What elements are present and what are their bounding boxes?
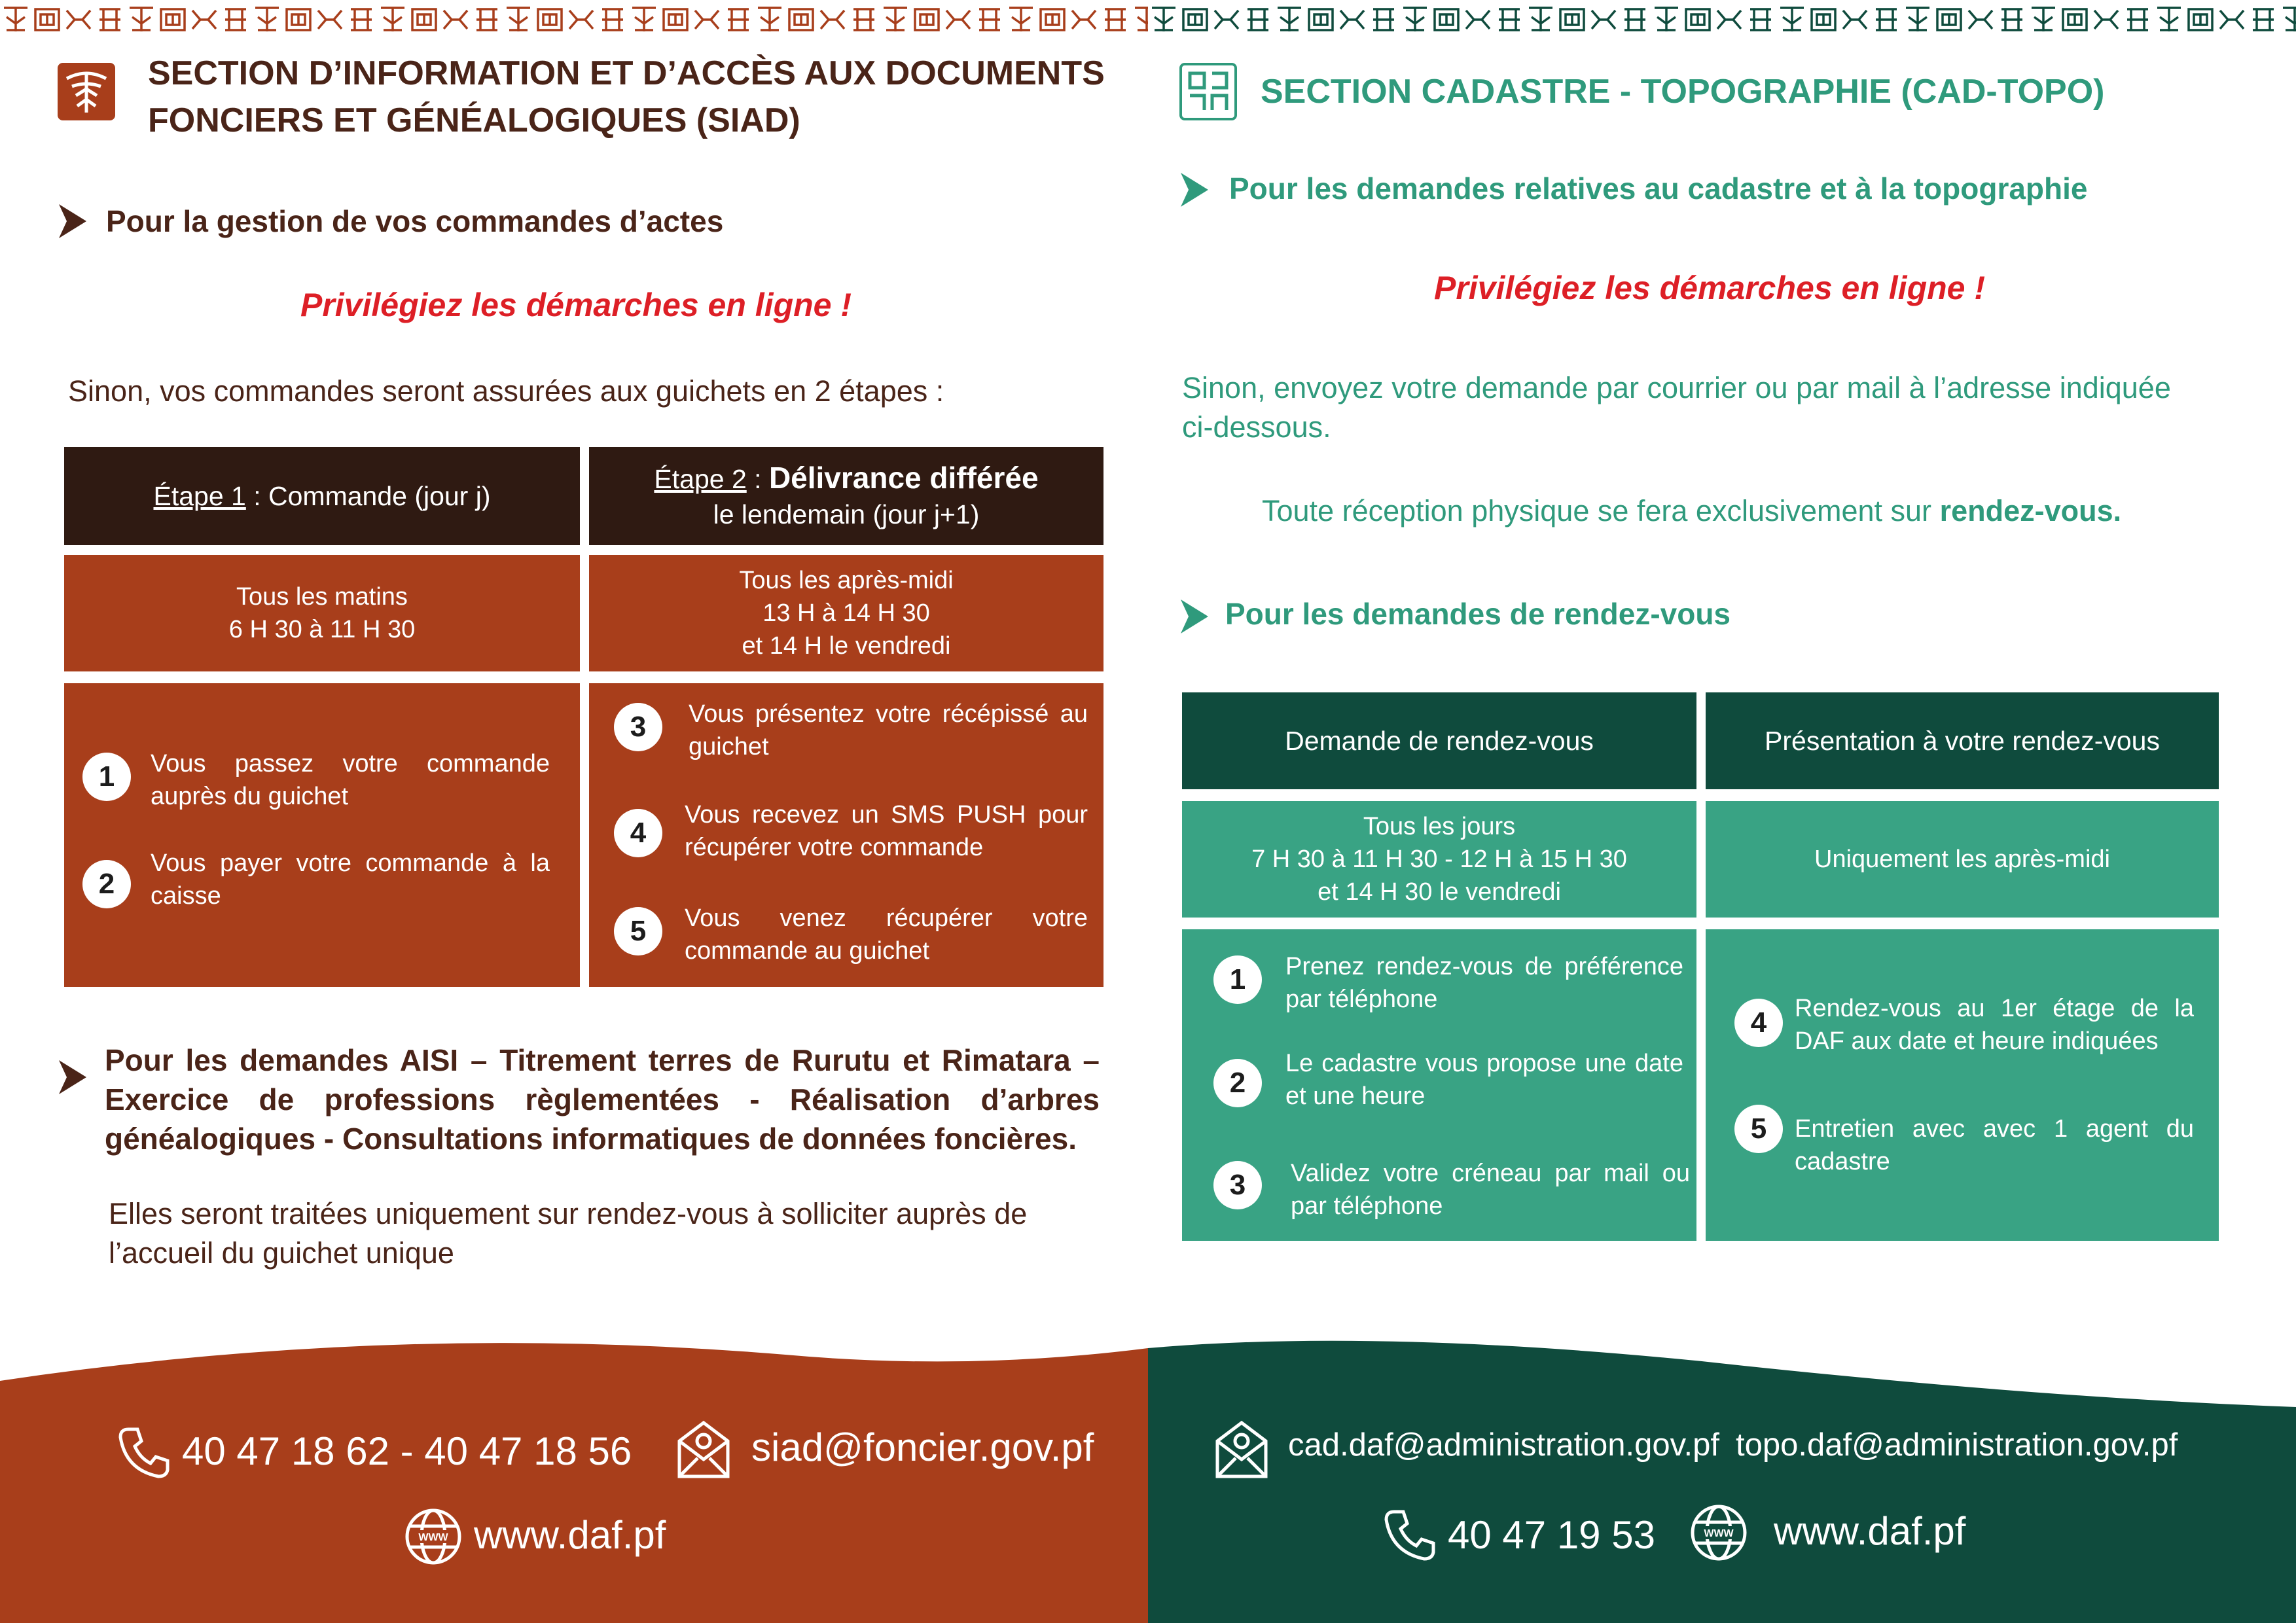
step2-sep: :	[746, 464, 769, 494]
aisi-line2: Exercice de professions règlementées - Réalisation d’arbres	[105, 1082, 1100, 1116]
cad-topo-logo	[1179, 63, 1237, 120]
pattern-motif	[1305, 4, 1336, 35]
cad-web[interactable]: www.daf.pf	[1774, 1509, 1966, 1553]
pattern-motif	[1368, 4, 1399, 35]
step-number: 2	[1213, 1059, 1262, 1107]
pattern-motif	[1005, 4, 1037, 35]
pattern-motif	[220, 4, 251, 35]
pattern-motif	[2248, 4, 2279, 35]
step2-time-line1: Tous les après-midi	[739, 567, 954, 594]
pattern-motif	[911, 4, 942, 35]
pattern-motif	[880, 4, 911, 35]
siad-step-3: Vous présentez votre récépissé au guichet	[689, 700, 1088, 760]
reception-text: Toute réception physique se fera exclusivement sur	[1262, 494, 1940, 527]
pattern-motif	[1037, 4, 1068, 35]
aisi-heading	[105, 1041, 1100, 1158]
pattern-motif	[2185, 4, 2216, 35]
pattern-motif	[1808, 4, 1839, 35]
pattern-motif	[1131, 4, 1148, 35]
pattern-motif	[1462, 4, 1494, 35]
pattern-motif	[565, 4, 597, 35]
pattern-motif	[408, 4, 440, 35]
cad-step-5: Entretien avec avec 1 agent du cadastre	[1795, 1115, 2194, 1175]
step-number: 4	[614, 809, 662, 857]
cad-col1-time	[1182, 801, 1696, 918]
pattern-motif	[1713, 4, 1745, 35]
pattern-motif	[597, 4, 628, 35]
pattern-motif	[2279, 4, 2296, 35]
pattern-motif	[1933, 4, 1965, 35]
siad-step-1: Vous passez votre commande auprès du guichet	[151, 750, 550, 810]
pattern-motif	[377, 4, 408, 35]
siad-logo	[58, 63, 115, 120]
pattern-motif	[471, 4, 503, 35]
reception-bold: rendez-vous.	[1939, 494, 2122, 527]
footer-background	[0, 1335, 2296, 1623]
cad-col2-time	[1706, 801, 2219, 918]
pattern-motif	[1619, 4, 1651, 35]
pattern-motif	[157, 4, 188, 35]
svg-text:WWW: WWW	[418, 1532, 448, 1543]
globe-www-icon	[403, 1507, 463, 1567]
pattern-motif	[2028, 4, 2059, 35]
globe-www-icon	[1689, 1503, 1749, 1563]
decorative-border-left	[0, 4, 1148, 35]
pattern-motif	[942, 4, 974, 35]
cad-demandes-heading: Pour les demandes relatives au cadastre et à la topographie	[1229, 171, 2088, 205]
step-number: 1	[82, 753, 131, 801]
cad-sinon-line1: Sinon, envoyez votre demande par courrier ou par mail à l’adresse indiquée	[1182, 371, 2171, 404]
siad-steps-left	[64, 683, 580, 987]
pattern-motif	[1996, 4, 2028, 35]
pattern-motif	[1839, 4, 1871, 35]
col1-header-text: Demande de rendez-vous	[1285, 726, 1594, 756]
step-number: 2	[82, 860, 131, 908]
pattern-motif	[1179, 4, 1211, 35]
pattern-motif	[2090, 4, 2122, 35]
col1-time-line1: Tous les jours	[1363, 813, 1516, 840]
cad-col1-header	[1182, 692, 1696, 789]
cad-step-1: Prenez rendez-vous de préférence par téléphone	[1285, 953, 1683, 1013]
pattern-motif	[2153, 4, 2185, 35]
pattern-motif	[126, 4, 157, 35]
pattern-motif	[785, 4, 817, 35]
chevron-right-icon	[58, 1059, 88, 1096]
pattern-motif	[2122, 4, 2153, 35]
col2-time-text: Uniquement les après-midi	[1814, 846, 2110, 873]
siad-step-4: Vous recevez un SMS PUSH pour récupérer votre commande	[685, 801, 1088, 861]
cad-privilegiez: Privilégiez les démarches en ligne !	[1433, 270, 1986, 306]
siad-step1-header	[64, 447, 580, 545]
pattern-motif	[1399, 4, 1431, 35]
col2-header-text: Présentation à votre rendez-vous	[1765, 726, 2160, 756]
chevron-right-icon	[1179, 171, 1210, 208]
pattern-motif	[723, 4, 754, 35]
siad-step-5: Vous venez récupérer votre commande au guichet	[685, 904, 1088, 965]
topo-email[interactable]: topo.daf@administration.gov.pf	[1736, 1427, 2178, 1463]
cad-sinon-line2: ci-dessous.	[1182, 410, 1331, 444]
pattern-motif	[848, 4, 880, 35]
siad-step2-time	[589, 555, 1103, 671]
pattern-motif	[503, 4, 534, 35]
step1-label: Étape 1	[153, 481, 246, 511]
pattern-motif	[628, 4, 660, 35]
pattern-motif	[346, 4, 377, 35]
siad-step1-time	[64, 555, 580, 671]
decorative-border-right	[1148, 4, 2296, 35]
pattern-motif	[1651, 4, 1682, 35]
cad-email[interactable]: cad.daf@administration.gov.pf	[1288, 1427, 1719, 1463]
cad-step-4: Rendez-vous au 1er étage de la DAF aux date et heure indiquées	[1795, 995, 2194, 1055]
siad-title-line1: SECTION D’INFORMATION ET D’ACCÈS AUX DOCUMENTS	[148, 54, 1105, 92]
phone-icon	[1382, 1507, 1439, 1563]
aisi-line3: généalogiques - Consultations informatiques de données foncières.	[105, 1122, 1077, 1156]
pattern-motif	[94, 4, 126, 35]
siad-web[interactable]: www.daf.pf	[474, 1513, 666, 1557]
phone-icon	[117, 1424, 173, 1480]
chevron-right-icon	[1179, 598, 1210, 635]
pattern-motif	[1682, 4, 1713, 35]
cad-rdv-heading: Pour les demandes de rendez-vous	[1225, 597, 1731, 631]
pattern-motif	[63, 4, 94, 35]
step2-line2: le lendemain (jour j+1)	[713, 499, 980, 529]
pattern-motif	[440, 4, 471, 35]
pattern-motif	[817, 4, 848, 35]
siad-privilegiez: Privilégiez les démarches en ligne !	[300, 287, 852, 323]
step-number: 5	[1734, 1105, 1783, 1153]
step1-time-line2: 6 H 30 à 11 H 30	[228, 616, 416, 643]
siad-rdv-line1: Elles seront traitées uniquement sur rendez-vous à solliciter auprès de	[109, 1197, 1028, 1230]
pattern-motif	[1148, 4, 1179, 35]
col1-time-line2: 7 H 30 à 11 H 30 - 12 H à 15 H 30	[1251, 846, 1627, 873]
step-number: 1	[1213, 955, 1262, 1004]
siad-sinon: Sinon, vos commandes seront assurées aux guichets en 2 étapes :	[68, 374, 944, 408]
step-number: 3	[1213, 1161, 1262, 1209]
step-number: 3	[614, 703, 662, 751]
step1-rest: : Commande (jour j)	[245, 481, 491, 511]
pattern-motif	[1556, 4, 1588, 35]
siad-phone[interactable]: 40 47 18 62 - 40 47 18 56	[182, 1429, 632, 1473]
pattern-motif	[283, 4, 314, 35]
step2-time-line2: 13 H à 14 H 30	[762, 599, 930, 627]
pattern-motif	[1274, 4, 1305, 35]
pattern-motif	[1100, 4, 1131, 35]
svg-text:WWW: WWW	[1704, 1528, 1734, 1539]
pattern-motif	[1588, 4, 1619, 35]
pattern-motif	[1068, 4, 1100, 35]
step2-time-line3: et 14 H le vendredi	[742, 632, 951, 660]
actes-heading: Pour la gestion de vos commandes d’actes	[106, 204, 724, 238]
pattern-motif	[660, 4, 691, 35]
cad-phone[interactable]: 40 47 19 53	[1448, 1513, 1655, 1557]
pattern-motif	[1902, 4, 1933, 35]
pattern-motif	[1525, 4, 1556, 35]
step-number: 4	[1734, 999, 1783, 1047]
cad-step-3: Validez votre créneau par mail ou par téléphone	[1291, 1160, 1690, 1220]
pattern-motif	[1965, 4, 1996, 35]
pattern-motif	[31, 4, 63, 35]
pattern-motif	[974, 4, 1005, 35]
mail-icon	[675, 1418, 732, 1480]
pattern-motif	[1336, 4, 1368, 35]
chevron-right-icon	[58, 203, 88, 240]
siad-step2-header	[589, 447, 1103, 545]
pattern-motif	[0, 4, 31, 35]
pattern-motif	[1431, 4, 1462, 35]
pattern-motif	[534, 4, 565, 35]
pattern-motif	[691, 4, 723, 35]
step-number: 5	[614, 907, 662, 955]
pattern-motif	[1242, 4, 1274, 35]
pattern-motif	[1494, 4, 1525, 35]
pattern-motif	[1211, 4, 1242, 35]
pattern-motif	[251, 4, 283, 35]
cad-reception	[1262, 491, 2121, 531]
pattern-motif	[2216, 4, 2248, 35]
cad-col2-header	[1706, 692, 2219, 789]
aisi-line1: Pour les demandes AISI – Titrement terres de Rurutu et Rimatara –	[105, 1043, 1100, 1077]
pattern-motif	[1776, 4, 1808, 35]
cad-step-2: Le cadastre vous propose une date et une heure	[1285, 1050, 1683, 1110]
pattern-motif	[2059, 4, 2090, 35]
siad-rdv-line2: l’accueil du guichet unique	[109, 1236, 454, 1270]
siad-title-line2: FONCIERS ET GÉNÉALOGIQUES (SIAD)	[148, 101, 800, 139]
siad-step-2: Vous payer votre commande à la caisse	[151, 849, 550, 910]
step2-label: Étape 2	[654, 464, 747, 494]
step2-bold: Délivrance différée	[768, 461, 1039, 495]
pattern-motif	[1745, 4, 1776, 35]
pattern-motif	[1871, 4, 1902, 35]
pattern-motif	[754, 4, 785, 35]
step1-time-line1: Tous les matins	[236, 583, 408, 611]
pattern-motif	[188, 4, 220, 35]
mail-icon	[1213, 1418, 1270, 1480]
col1-time-line3: et 14 H 30 le vendredi	[1318, 878, 1561, 906]
pattern-motif	[314, 4, 346, 35]
siad-email[interactable]: siad@foncier.gov.pf	[751, 1425, 1094, 1469]
cad-steps-right	[1706, 929, 2219, 1241]
cad-topo-title: SECTION CADASTRE - TOPOGRAPHIE (CAD-TOPO)	[1261, 73, 2105, 111]
